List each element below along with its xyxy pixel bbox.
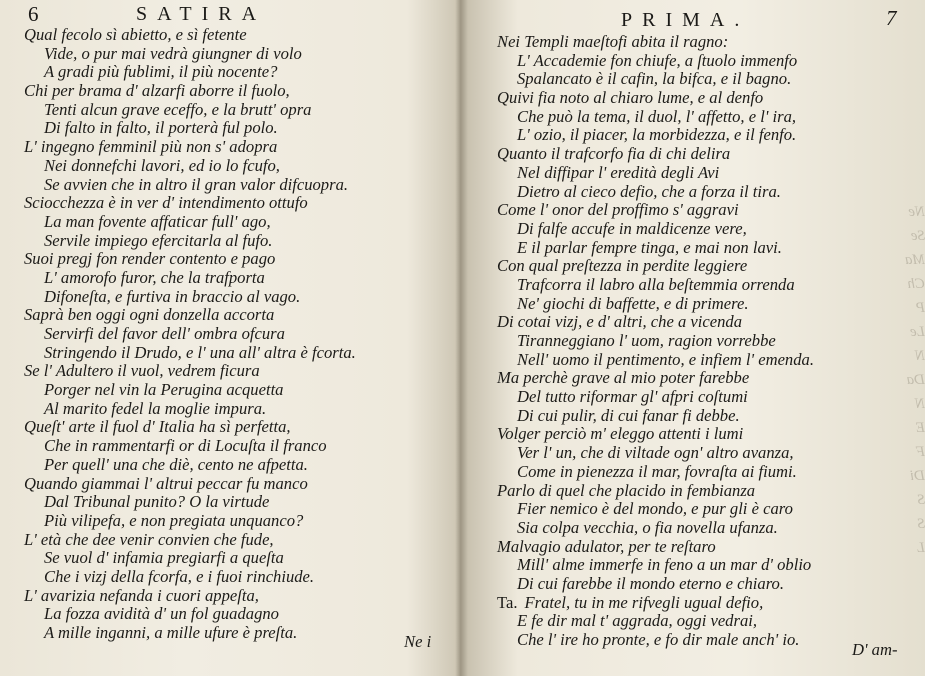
verse-line	[24, 176, 448, 195]
verse-text: Quivi fia noto al chiaro lume, e al denfo	[497, 88, 764, 108]
verse-line	[497, 220, 921, 239]
verse-text: Al marito fedel la moglie impura.	[44, 398, 267, 418]
verse-text: Spalancato è il cafin, la bifca, e il bagno.	[517, 69, 792, 89]
verse-block	[24, 26, 448, 643]
verse-text: E fe dir mal t' aggrada, oggi vedrai,	[517, 611, 757, 631]
verse-line	[497, 145, 921, 164]
verse-text: Se avvien che in altro il gran valor difcuopra.	[44, 174, 349, 194]
verse-text: Che i vizj della fcorfa, e i fuoi rinchiude.	[44, 566, 315, 586]
verse-text: Di falto in falto, il porterà ful polo.	[44, 118, 278, 138]
right-page	[469, 0, 925, 676]
verse-text: Del tutto riformar gl' afpri coſtumi	[517, 387, 748, 407]
verse-line	[497, 538, 921, 557]
verse-line	[497, 108, 921, 127]
running-head: PRIMA.	[621, 9, 750, 31]
verse-line	[497, 332, 921, 351]
verse-line	[24, 549, 448, 568]
catchword: Ne i	[404, 632, 432, 651]
verse-text: Malvagio adulator, per te reſtaro	[497, 536, 716, 556]
verse-text: Ne' giochi di baffette, e di primere.	[517, 293, 749, 313]
verse-line	[497, 52, 921, 71]
verse-line	[24, 400, 448, 419]
verse-text: Servirfi del favor dell' ombra ofcura	[44, 324, 285, 343]
verse-line	[24, 437, 448, 456]
verse-text: Dal Tribunal punito? O la virtude	[44, 492, 270, 512]
verse-text: Stringendo il Drudo, e l' una all' altra è fcorta.	[44, 342, 356, 362]
verse-text: A gradi più fublimi, il più nocente?	[44, 62, 278, 82]
verse-text: Di cui farebbe il mondo eterno e chiaro.	[517, 573, 784, 593]
page-number: 6	[28, 2, 39, 26]
page-number: 7	[886, 6, 897, 30]
verse-text: Nel diffipar l' eredità degli Avi	[517, 162, 720, 182]
verse-text: Difoneſta, e furtiva in braccio al vago.	[44, 286, 301, 306]
verse-line	[24, 26, 448, 45]
verse-text: Parlo di quel che placido in fembianza	[497, 480, 756, 500]
verse-text: Queſt' arte il fuol d' Italia ha sì perfetta,	[24, 417, 291, 437]
verse-line	[497, 239, 921, 258]
verse-line	[24, 63, 448, 82]
verse-text: Dietro al cieco defio, che a forza il tira.	[517, 181, 781, 201]
verse-text: Tenti alcun grave eceffo, e la brutt' opra	[44, 99, 312, 119]
verse-text: Quanto il trafcorfo fia di chi delira	[497, 144, 731, 164]
verse-line	[24, 531, 448, 550]
verse-text: L' Accademie fon chiufe, a ſtuolo immenfo	[517, 50, 798, 70]
verse-text: Tiranneggiano l' uom, ragion vorrebbe	[517, 331, 776, 350]
verse-text: Chi per brama d' alzarfi aborre il fuolo,	[24, 81, 290, 101]
verse-line	[497, 126, 921, 145]
verse-text: Fier nemico è del mondo, e pur gli è caro	[517, 499, 793, 519]
verse-line	[24, 232, 448, 251]
verse-text: Per quell' una che diè, cento ne afpetta.	[44, 454, 308, 474]
verse-line	[24, 605, 448, 624]
verse-line	[24, 194, 448, 213]
verse-line	[497, 425, 921, 444]
verse-text: L' ozio, il piacer, la morbidezza, e il fenfo.	[517, 125, 797, 145]
verse-text: Se vuol d' infamia pregiarfi a queſta	[44, 548, 284, 568]
verse-line	[24, 138, 448, 157]
verse-text: Più vilipefa, e non pregiata unquanco?	[44, 510, 304, 530]
verse-line	[24, 101, 448, 120]
verse-text: Che l' ire ho pronte, e fo dir male anch' io.	[517, 630, 800, 649]
verse-line	[497, 594, 921, 613]
verse-text: L' amorofo furor, che la trafporta	[44, 267, 265, 287]
verse-line	[497, 257, 921, 276]
verse-text: Servile impiego efercitarla al fufo.	[44, 230, 273, 250]
verse-line	[24, 381, 448, 400]
left-page	[0, 0, 456, 676]
verse-text: E il parlar fempre tinga, e mai non lavi.	[517, 237, 782, 257]
verse-line	[24, 213, 448, 232]
verse-text: Che in rammentarfi or di Locuſta il franco	[44, 436, 327, 456]
verse-line	[24, 306, 448, 325]
verse-text: Di cotai vizj, e d' altri, che a vicenda	[497, 312, 743, 332]
verse-text: Come l' onor del proffimo s' aggravi	[497, 200, 739, 220]
verse-text: Nei Templi maeſtofi abita il ragno:	[497, 32, 729, 51]
verse-text: Suoi pregj fon render contento e pago	[24, 249, 276, 269]
verse-line	[497, 407, 921, 426]
verse-line	[24, 344, 448, 363]
verse-text: L' ingegno femminil più non s' adopra	[24, 137, 278, 157]
verse-text: Come in pienezza il mar, fovraſta ai fiumi.	[517, 461, 797, 481]
verse-line	[497, 33, 921, 52]
verse-line	[497, 500, 921, 519]
verse-line	[497, 463, 921, 482]
verse-text: A mille inganni, a mille ufure è preſta.	[44, 623, 298, 642]
verse-line	[24, 82, 448, 101]
verse-text: Volger perciò m' eleggo attenti i lumi	[497, 424, 744, 444]
verse-line	[497, 444, 921, 463]
verse-text: Quando giammai l' altrui peccar fu manco	[24, 473, 308, 493]
catchword: D' am-	[852, 640, 898, 659]
verse-line	[24, 362, 448, 381]
verse-line	[24, 587, 448, 606]
verse-text: Fratel, tu in me rifvegli ugual defio,	[524, 592, 764, 612]
verse-text: Saprà ben oggi ogni donzella accorta	[24, 305, 275, 325]
verse-line	[497, 313, 921, 332]
verse-line	[24, 512, 448, 531]
verse-line	[497, 183, 921, 202]
verse-line	[497, 556, 921, 575]
verse-line	[497, 164, 921, 183]
verse-text: Qual fecolo sì abietto, e sì fetente	[24, 25, 247, 44]
verse-text: Ma perchè grave al mio poter farebbe	[497, 368, 750, 388]
verse-line	[497, 351, 921, 370]
verse-line	[497, 575, 921, 594]
verse-text: Trafcorra il labro alla beſtemmia orrenda	[517, 274, 795, 294]
verse-line	[24, 475, 448, 494]
verse-text: Porger nel vin la Perugina acquetta	[44, 380, 284, 400]
verse-text: Sciocchezza è in ver d' intendimento ottufo	[24, 193, 308, 213]
verse-line	[24, 288, 448, 307]
verse-text: Sia colpa vecchia, o fia novella ufanza.	[517, 517, 778, 537]
verse-line	[24, 418, 448, 437]
verse-line	[497, 295, 921, 314]
verse-line	[24, 45, 448, 64]
verse-text: L' età che dee venir convien che fude,	[24, 529, 274, 549]
verse-line	[24, 456, 448, 475]
verse-line	[497, 201, 921, 220]
verse-text: La man fovente affaticar full' ago,	[44, 211, 271, 231]
verse-line	[497, 276, 921, 295]
verse-line	[24, 119, 448, 138]
verse-line	[24, 157, 448, 176]
verse-text: Se l' Adultero il vuol, vedrem ficura	[24, 361, 260, 381]
verse-line	[497, 388, 921, 407]
verse-text: Nell' uomo il pentimento, e infiem l' emenda.	[517, 349, 814, 369]
verse-line	[497, 519, 921, 538]
verse-line	[497, 89, 921, 108]
verse-text: Nei donnefchi lavori, ed io lo fcufo,	[44, 155, 280, 175]
verse-line	[24, 250, 448, 269]
verse-text: La fozza avidità d' un fol guadagno	[44, 604, 279, 624]
verse-line	[497, 612, 921, 631]
verse-text: Vide, o pur mai vedrà giungner di volo	[44, 43, 302, 63]
verse-block	[497, 33, 921, 650]
bleed-through-text: Ne Se Ma Ch P Le N Da N E F Di S S L	[905, 204, 925, 556]
speaker-label: Ta.	[497, 592, 518, 612]
verse-line	[24, 493, 448, 512]
verse-line	[497, 369, 921, 388]
verse-text: Di falfe accufe in maldicenze vere,	[517, 218, 747, 238]
verse-line	[24, 624, 448, 643]
verse-line	[497, 482, 921, 501]
verse-text: Ver l' un, che di viltade ogn' altro avanza,	[517, 443, 794, 463]
verse-text: Che può la tema, il duol, l' affetto, e l' ira,	[517, 106, 797, 126]
verse-text: Con qual preſtezza in perdite leggiere	[497, 256, 748, 276]
verse-line	[24, 269, 448, 288]
verse-text: Mill' alme immerfe in feno a un mar d' oblio	[517, 555, 812, 575]
running-head: SATIRA	[136, 3, 267, 25]
verse-line	[24, 568, 448, 587]
verse-line	[497, 70, 921, 89]
verse-text: Di cui pulir, di cui fanar fi debbe.	[517, 405, 740, 425]
verse-text: L' avarizia nefanda i cuori appeſta,	[24, 585, 259, 605]
verse-line	[24, 325, 448, 344]
